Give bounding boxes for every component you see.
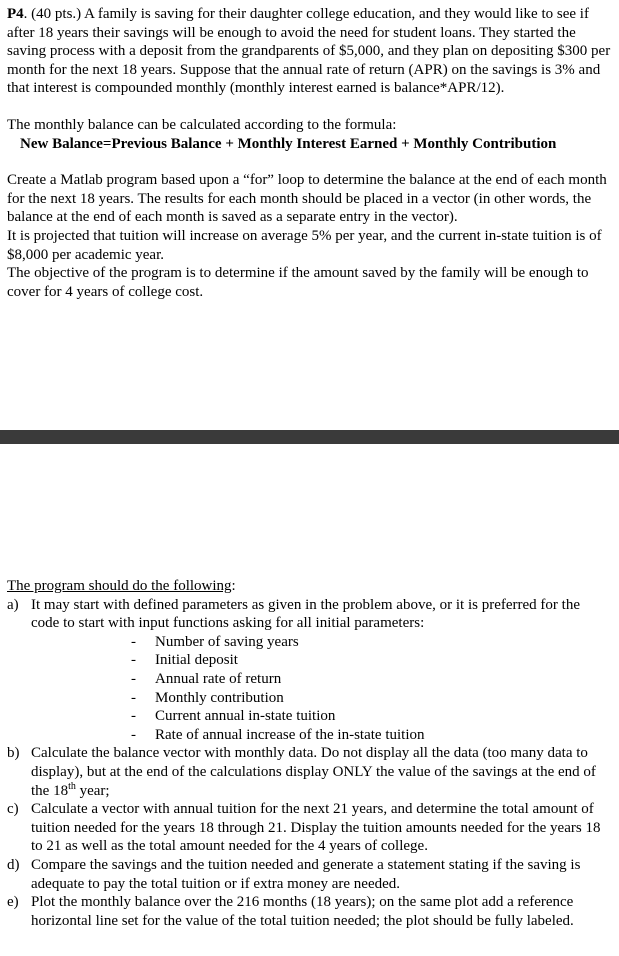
- requirement-letter: d): [7, 856, 20, 873]
- parameter-item: - Current annual in-state tuition: [131, 708, 336, 725]
- body-paragraph-2: It is projected that tuition will increase on average 5% per year, and the current in-state tuition is of $8,000 per academic year.: [7, 227, 602, 263]
- formula: New Balance=Previous Balance + Monthly Interest Earned + Monthly Contribution: [20, 135, 557, 152]
- formula-intro: The monthly balance can be calculated according to the formula:: [7, 116, 397, 133]
- parameter-item: - Monthly contribution: [131, 689, 284, 706]
- problem-intro: [7, 5, 612, 98]
- parameter-item: - Rate of annual increase of the in-state tuition: [131, 726, 425, 743]
- requirements-section: [7, 577, 612, 930]
- requirements-list: [7, 596, 612, 931]
- problem-number: P4: [7, 6, 24, 22]
- requirement-text: It may start with defined parameters as given in the problem above, or it is preferred for the code to start with input functions asking for all initial parameters:: [31, 596, 580, 632]
- requirement-letter: c): [7, 801, 19, 818]
- requirement-d: [7, 856, 612, 893]
- problem-statement: [7, 5, 612, 301]
- requirement-letter: b): [7, 745, 20, 762]
- body-paragraph-1: Create a Matlab program based upon a “for” loop to determine the balance at the end of each month for the next 18 years. The results for each month should be placed in a vector (in other words, the balance at the end of each month is saved as a separate entry in the vector).: [7, 172, 607, 226]
- requirement-letter: a): [7, 596, 19, 613]
- parameter-item: - Initial deposit: [131, 652, 238, 669]
- page-divider: [0, 430, 619, 444]
- requirement-text: Calculate the balance vector with monthly data. Do not display all the data (too many data to display), but at the end of the calculations display ONLY the value of the savings at the end of the 18: [31, 745, 596, 799]
- requirement-b: b) Calculate the balance vector with monthly data. Do not display all the data (too many data to display), but at the end of the calculations display ONLY the value of the savings at the end of the 18th year;: [7, 745, 596, 799]
- requirements-heading-text: The program should do the following: [7, 578, 232, 594]
- requirement-text: Compare the savings and the tuition needed and generate a statement stating if the saving is adequate to pay the total tuition or if extra money are needed.: [31, 856, 581, 892]
- requirement-letter: e): [7, 894, 19, 911]
- requirement-text: Plot the monthly balance over the 216 months (18 years); on the same plot add a reference horizontal line set for the value of the total tuition needed; the plot should be fully labeled.: [31, 894, 574, 929]
- body-paragraph-3: The objective of the program is to determine if the amount saved by the family will be enough to cover for 4 years of college cost.: [7, 265, 589, 300]
- requirements-heading: The program should do the following:: [7, 578, 236, 594]
- problem-intro-text: . (40 pts.) A family is saving for their daughter college education, and they would like to see if after 18 years their savings will be enough to avoid the need for student loans. They started the saving process with a deposit from the grandparents of $5,000, and they plan on depositing $300 per month for the next 18 years. Suppose that the annual rate of return (APR) on the savings is 3% and that interest is compounded monthly (monthly interest earned is balance*APR/12).: [7, 6, 611, 97]
- parameter-list: [31, 633, 612, 745]
- requirement-text: Calculate a vector with annual tuition for the next 21 years, and determine the total amount of tuition needed for the years 18 through 21. Display the tuition amounts needed for the years 18 to 21 as well as the total amount needed for the 4 years of college.: [31, 801, 601, 855]
- parameter-item: - Number of saving years: [131, 633, 299, 650]
- requirement-a: [7, 596, 612, 745]
- requirement-e: [7, 893, 612, 930]
- parameter-item: - Annual rate of return: [131, 670, 282, 687]
- requirement-c: [7, 800, 612, 856]
